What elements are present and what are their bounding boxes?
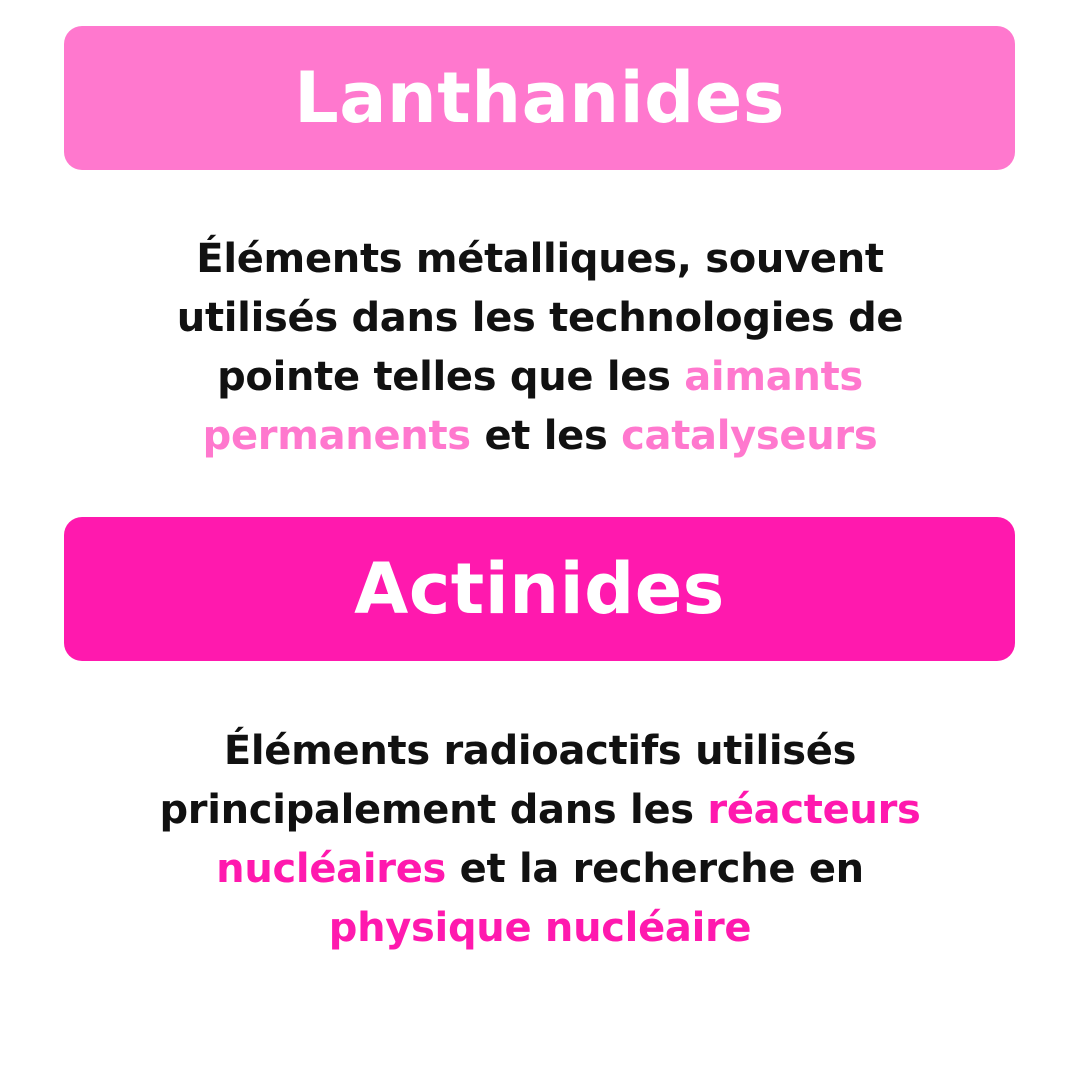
actinides-line-4 (60, 899, 1020, 958)
actinides-line-2 (60, 781, 1020, 840)
highlight-permanents: permanents (202, 413, 471, 459)
highlight-catalyseurs: catalyseurs (621, 413, 878, 459)
actinides-title-banner (64, 517, 1015, 661)
highlight-nucleaires: nucléaires (216, 846, 447, 892)
actinides-description (60, 722, 1020, 958)
lanthanides-title: Lanthanides (294, 57, 785, 139)
actinides-line-2-text: principalement dans les (159, 787, 708, 833)
highlight-aimants: aimants (684, 354, 863, 400)
lanthanides-line-3 (60, 348, 1020, 407)
highlight-physique-nucleaire: physique nucléaire (328, 905, 752, 951)
lanthanides-line-1: Éléments métalliques, souvent (196, 236, 884, 282)
highlight-reacteurs: réacteurs (707, 787, 921, 833)
lanthanides-line-2: utilisés dans les technologies de (176, 295, 904, 341)
actinides-title: Actinides (354, 548, 725, 630)
lanthanides-line-3-text: pointe telles que les (217, 354, 685, 400)
lanthanides-description (60, 230, 1020, 466)
actinides-line-1: Éléments radioactifs utilisés (223, 728, 857, 774)
lanthanides-title-banner (64, 26, 1015, 170)
lanthanides-line-4-text: et les (470, 413, 622, 459)
actinides-line-3 (60, 840, 1020, 899)
lanthanides-line-4 (60, 407, 1020, 466)
actinides-line-3-text: et la recherche en (446, 846, 864, 892)
